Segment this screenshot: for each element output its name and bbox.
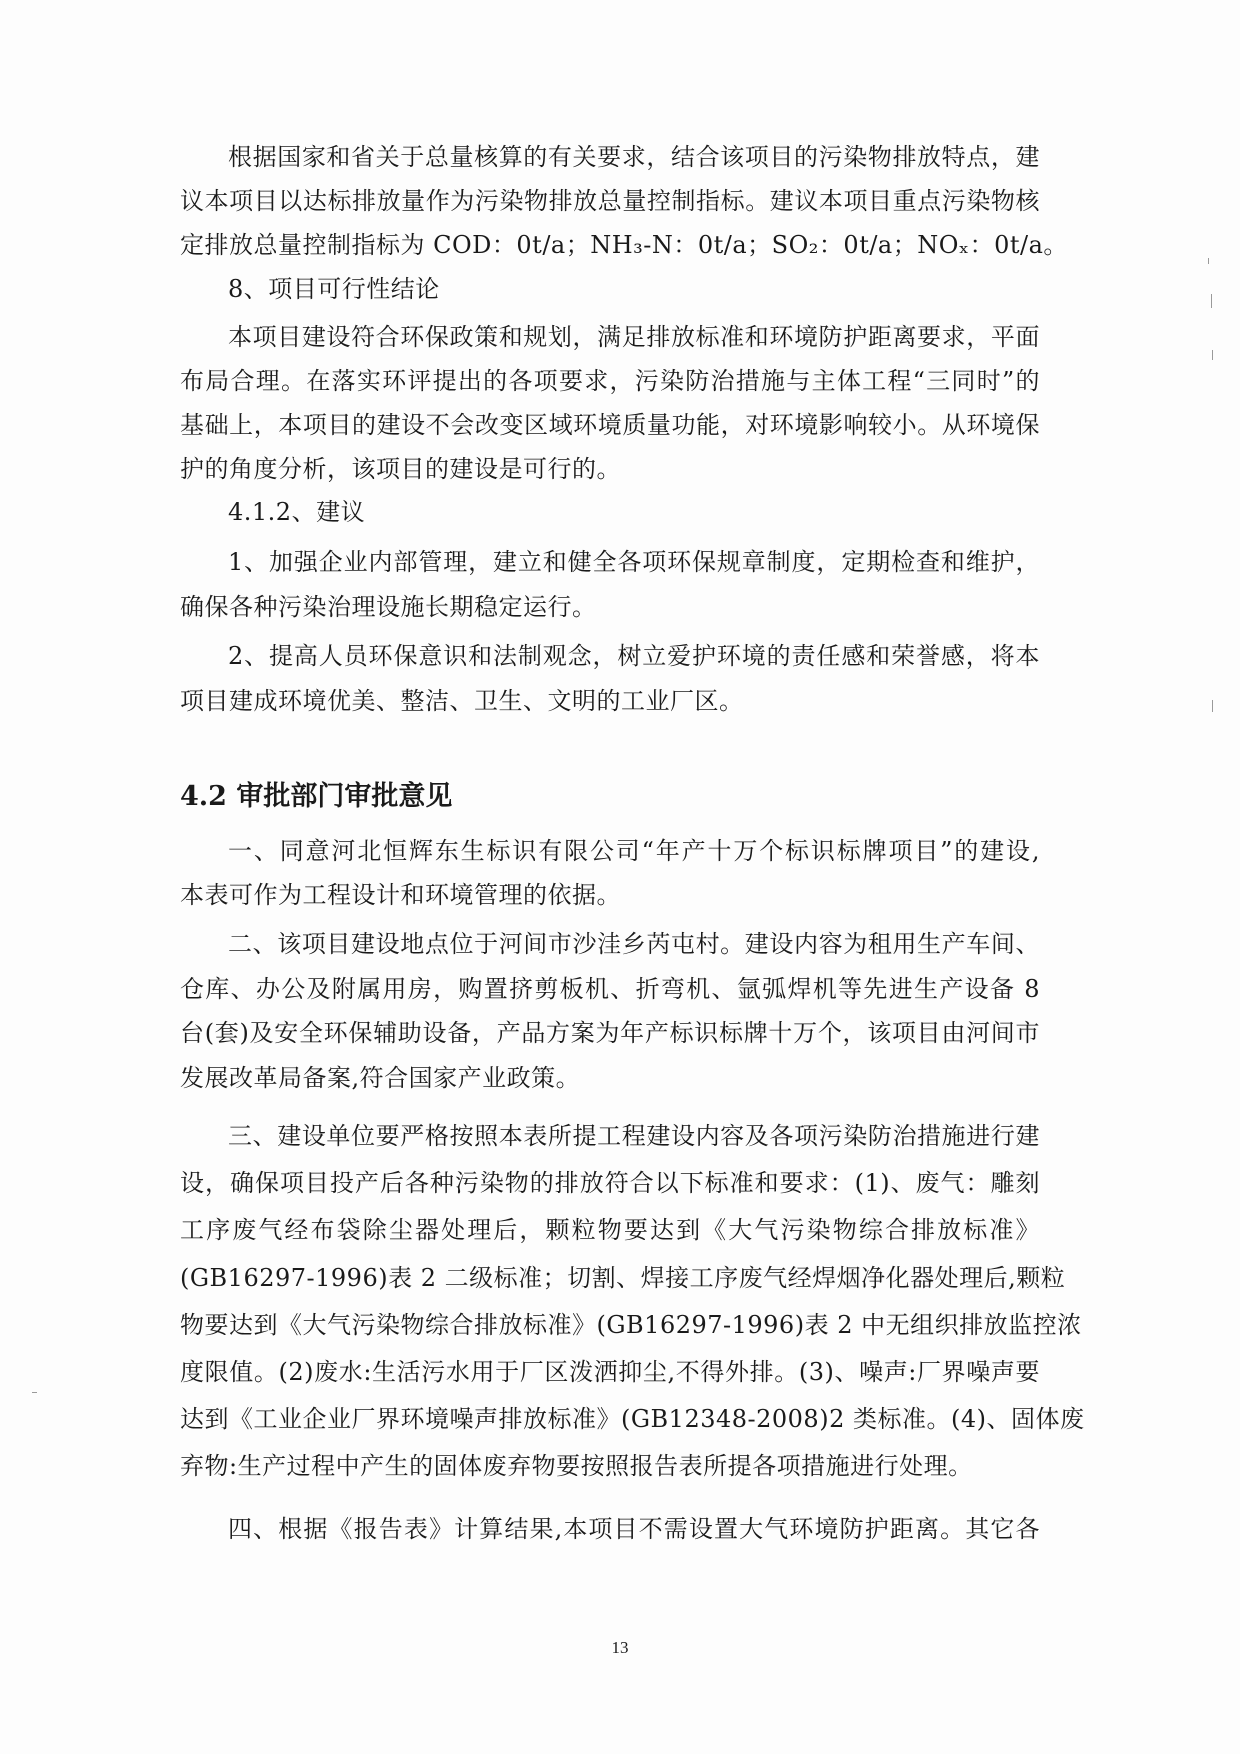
scan-mark [1212,350,1213,360]
text-line: (GB16297-1996)表 2 二级标准；切割、焊接工序废气经焊烟净化器处理后,颗粒 [180,1264,1066,1292]
text-line: 确保各种污染治理设施长期稳定运行。 [180,593,597,621]
scan-mark [1211,294,1212,308]
text-line: 本项目建设符合环保政策和规划，满足排放标准和环境防护距离要求，平面 [228,323,1040,351]
text-line: 根据国家和省关于总量核算的有关要求，结合该项目的污染物排放特点，建 [228,143,1040,171]
scan-mark [1212,700,1213,712]
section-heading: 4.2 审批部门审批意见 [180,781,453,812]
text-line: 四、根据《报告表》计算结果,本项目不需设置大气环境防护距离。其它各 [228,1515,1040,1543]
page-number: 13 [611,1638,629,1657]
scan-mark [32,1392,37,1393]
subsection-title: 4.1.2、建议 [228,498,366,526]
text-line: 发展改革局备案,符合国家产业政策。 [180,1064,581,1092]
text-line: 物要达到《大气污染物综合排放标准》(GB16297-1996)表 2 中无组织排放监控浓 [180,1311,1082,1339]
text-line: 议本项目以达标排放量作为污染物排放总量控制指标。建议本项目重点污染物核 [180,187,1040,215]
text-line: 1、加强企业内部管理，建立和健全各项环保规章制度，定期检查和维护， [228,548,1040,576]
text-line: 项目建成环境优美、整洁、卫生、文明的工业厂区。 [180,687,744,715]
text-line: 度限值。(2)废水:生活污水用于厂区泼洒抑尘,不得外排。(3)、噪声:厂界噪声要 [180,1358,1040,1386]
text-line: 基础上，本项目的建设不会改变区域环境质量功能，对环境影响较小。从环境保 [180,411,1040,439]
text-line: 三、建设单位要严格按照本表所提工程建设内容及各项污染防治措施进行建 [228,1122,1040,1150]
text-line: 2、提高人员环保意识和法制观念，树立爱护环境的责任感和荣誉感，将本 [228,642,1040,670]
text-line: 二、该项目建设地点位于河间市沙洼乡芮屯村。建设内容为租用生产车间、 [228,930,1040,958]
text-line: 布局合理。在落实环评提出的各项要求，污染防治措施与主体工程“三同时”的 [180,367,1040,395]
text-line: 达到《工业企业厂界环境噪声排放标准》(GB12348-2008)2 类标准。(4)、固体废 [180,1405,1085,1433]
text-line: 护的角度分析，该项目的建设是可行的。 [180,455,621,483]
scan-mark [1208,258,1209,264]
text-line: 工序废气经布袋除尘器处理后，颗粒物要达到《大气污染物综合排放标准》 [180,1216,1040,1244]
text-line: 设，确保项目投产后各种污染物的排放符合以下标准和要求：(1)、废气：雕刻 [180,1169,1040,1197]
text-line: 仓库、办公及附属用房，购置挤剪板机、折弯机、氩弧焊机等先进生产设备 8 [180,975,1040,1003]
text-line: 一、同意河北恒辉东生标识有限公司“年产十万个标识标牌项目”的建设, [228,837,1040,865]
subsection-title: 8、项目可行性结论 [228,275,440,303]
text-line: 本表可作为工程设计和环境管理的依据。 [180,881,621,909]
text-line: 弃物:生产过程中产生的固体废弃物要按照报告表所提各项措施进行处理。 [180,1452,973,1480]
text-line: 定排放总量控制指标为 COD：0t/a；NH₃-N：0t/a；SO₂：0t/a；NOₓ：0t/a。 [180,231,1068,259]
text-line: 台(套)及安全环保辅助设备，产品方案为年产标识标牌十万个，该项目由河间市 [180,1019,1040,1047]
